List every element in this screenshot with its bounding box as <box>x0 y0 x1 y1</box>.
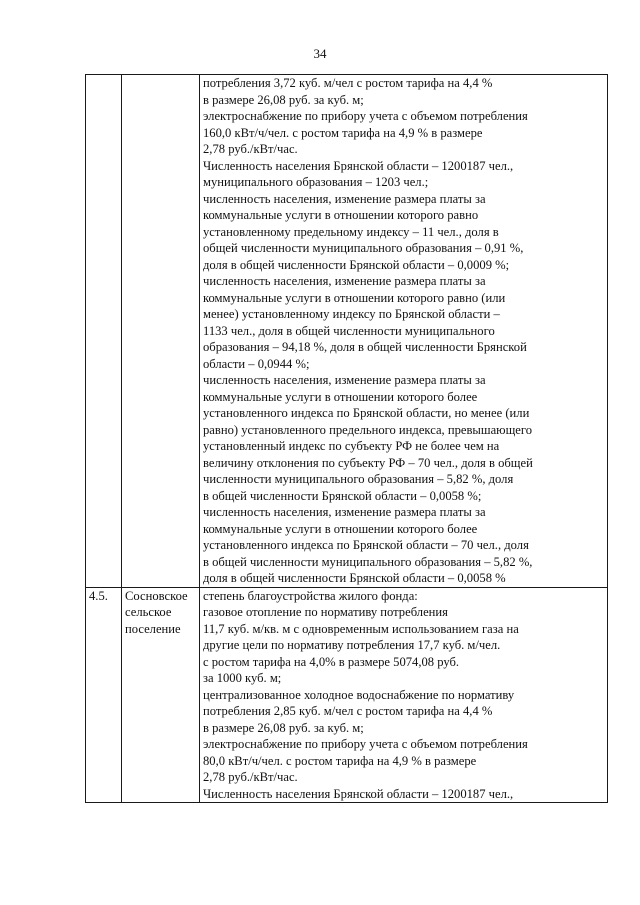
description-cell <box>200 587 608 803</box>
text-line: 160,0 кВт/ч/чел. с ростом тарифа на 4,9 % в размере <box>203 125 483 140</box>
text-line: доля в общей численности Брянской области – 0,0009 %; <box>203 257 510 272</box>
text-line: численность населения, изменение размера платы за <box>203 191 486 206</box>
text-line: газовое отопление по нормативу потребления <box>203 605 448 619</box>
text-line: муниципального образования – 1203 чел.; <box>203 175 429 189</box>
municipality-cell <box>122 587 200 803</box>
text-line: 80,0 кВт/ч/чел. с ростом тарифа на 4,9 % в размере <box>203 753 477 768</box>
text-line: равно) установленного предельного индекса, превышающего <box>203 422 533 437</box>
table-row <box>86 587 608 803</box>
text-line: области – 0,0944 %; <box>203 356 310 371</box>
text-line: степень благоустройства жилого фонда: <box>203 588 418 603</box>
text-line: установленный индекс по субъекту РФ не более чем на <box>203 439 500 453</box>
text-line: численность населения, изменение размера платы за <box>203 274 486 288</box>
text-line: с ростом тарифа на 4,0% в размере 5074,08 руб. <box>203 654 460 669</box>
text-line: 1133 чел., доля в общей численности муниципального <box>203 323 495 338</box>
text-line: коммунальные услуги в отношении которого равно <box>203 208 479 222</box>
municipality-name-line: Сосновское <box>125 588 188 603</box>
text-line: в общей численности муниципального образования – 5,82 %, <box>203 554 533 569</box>
text-line: электроснабжение по прибору учета с объемом потребления <box>203 109 528 123</box>
text-line: 2,78 руб./кВт/час. <box>203 770 298 784</box>
municipality-name-line: поселение <box>125 621 181 636</box>
text-line: коммунальные услуги в отношении которого более <box>203 389 478 404</box>
text-line: в размере 26,08 руб. за куб. м; <box>203 92 364 107</box>
text-line: в общей численности Брянской области – 0,0058 %; <box>203 488 482 503</box>
text-line: установленному предельному индексу – 11 чел., доля в <box>203 224 499 239</box>
description-cell <box>200 75 608 588</box>
tariff-table <box>85 74 608 803</box>
text-line: потребления 3,72 куб. м/чел с ростом тарифа на 4,4 % <box>203 76 493 90</box>
text-line: коммунальные услуги в отношении которого более <box>203 521 478 536</box>
row-number-cell: 4.5. <box>86 587 122 803</box>
text-line: общей численности муниципального образования – 0,91 %, <box>203 241 524 255</box>
text-line: численности муниципального образования – 5,82 %, доля <box>203 472 514 486</box>
text-line: менее) установленному индексу по Брянской области – <box>203 307 500 321</box>
text-line: Численность населения Брянской области – 1200187 чел., <box>203 786 514 801</box>
text-line: образования – 94,18 %, доля в общей численности Брянской <box>203 340 527 354</box>
text-line: численность населения, изменение размера платы за <box>203 505 486 519</box>
table-row <box>86 75 608 588</box>
page-number: 34 <box>313 46 327 61</box>
text-line: 2,78 руб./кВт/час. <box>203 142 298 156</box>
text-line: централизованное холодное водоснабжение по нормативу <box>203 687 515 702</box>
text-line: величину отклонения по субъекту РФ – 70 чел., доля в общей <box>203 455 533 470</box>
text-line: 11,7 куб. м/кв. м с одновременным использованием газа на <box>203 621 519 636</box>
text-line: в размере 26,08 руб. за куб. м; <box>203 720 364 735</box>
row-number-cell <box>86 75 122 588</box>
text-line: Численность населения Брянской области – 1200187 чел., <box>203 158 514 173</box>
text-line: численность населения, изменение размера платы за <box>203 373 486 387</box>
municipality-cell <box>122 75 200 588</box>
text-line: потребления 2,85 куб. м/чел с ростом тарифа на 4,4 % <box>203 704 493 718</box>
text-line: за 1000 куб. м; <box>203 671 282 685</box>
text-line: коммунальные услуги в отношении которого равно (или <box>203 290 506 305</box>
text-line: электроснабжение по прибору учета с объемом потребления <box>203 737 528 751</box>
municipality-name-line: сельское <box>125 605 172 619</box>
text-line: доля в общей численности Брянской области – 0,0058 % <box>203 571 506 585</box>
text-line: другие цели по нормативу потребления 17,7 куб. м/чел. <box>203 638 501 652</box>
text-line: установленного индекса по Брянской области, но менее (или <box>203 406 530 420</box>
text-line: установленного индекса по Брянской области – 70 чел., доля <box>203 538 529 552</box>
